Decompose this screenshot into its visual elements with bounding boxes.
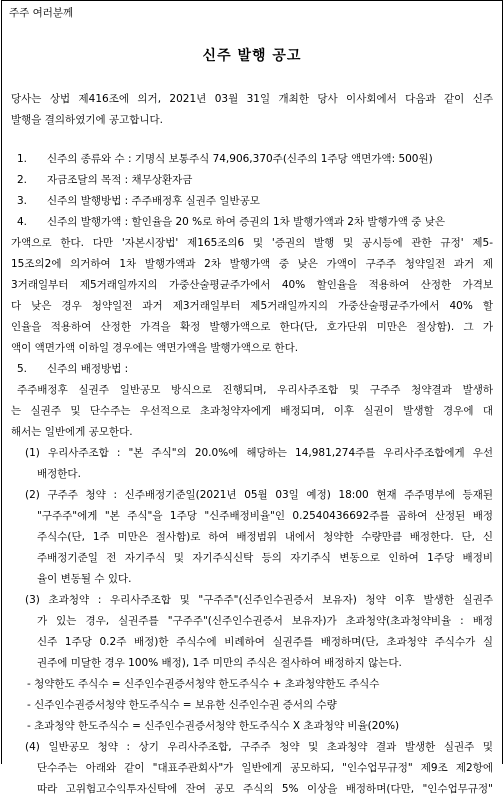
item-4-line: 인율을 적용하여 산정한 가격을 확정 발행가액으로 한다(단, 호가단위 미만은 절상함). 그 가 — [11, 321, 493, 333]
list-item — [11, 191, 493, 212]
item-text: 자금조달의 목적 : 채무상환자금 — [47, 174, 193, 186]
item-5-line: 는 실권주 및 단수주는 우선적으로 초과청약자에게 배정되며, 이후 실권이 발생할 경우에 대 — [11, 405, 493, 417]
sub-item-2-line: 주배정기준일 전 자기주식 및 자기주식신탁 등의 자기주식 변동으로 인하여 1주당 배정비 — [37, 552, 493, 564]
sub-item-2-line: (2) 구주주 청약 : 신주배정기준일(2021년 05월 03일 예정) 18:00 현재 주주명부에 등재된 — [25, 489, 493, 501]
sub-item-2-line: "구주주"에게 "본 주식"을 1주당 "신주배정비율"인 0.2540436692주를 곱하여 산정된 배정 — [37, 510, 493, 522]
item-4-line: 3거래일부터 제5거래일까지의 가중산술평균주가에서 40% 할인율을 적용하여 산정한 가격보 — [11, 279, 493, 291]
item-5-line: 해서는 일반에게 공모한다. — [11, 426, 133, 438]
items-list — [11, 149, 493, 800]
list-item — [11, 212, 493, 233]
sub-item-2-line: 율이 변동될 수 있다. — [37, 573, 132, 585]
formula-line: - 신주인수권증서청약 한도주식수 = 보유한 신주인수권 증서의 수량 — [27, 699, 337, 711]
item-5-line: 주주배정후 실권주 일반공모 방식으로 진행되며, 우리사주조합 및 구주주 청약결과 발생하 — [17, 384, 493, 396]
list-item — [11, 359, 493, 380]
item-4-line: 다 낮은 경우 청약일전 과거 제3거래일부터 제5거래일까지의 가중산술평균주가에서 40% 할 — [11, 300, 493, 312]
sub-item-4-line: (4) 일반공모 청약 : 상기 우리사주조합, 구주주 청약 및 초과청약 결과 발생한 실권주 및 — [25, 741, 493, 753]
sub-item-3-line: 권주에 미달한 경우 100% 배정), 1주 미만의 주식은 절사하여 배정하지 않는다. — [37, 657, 402, 669]
item-number: 5. — [17, 363, 28, 375]
sub-item-4-line: 따라 고위험고수익투자신탁에 잔여 공모 주식의 5% 이상을 배정하며(다만, "인수업무규정" — [37, 783, 493, 795]
intro-line: 당사는 상법 제416조에 의거, 2021년 03월 31일 개최한 당사 이사회에서 다음과 같이 신주 — [11, 93, 493, 105]
item-4-line: 액이 액면가액 이하일 경우에는 액면가액을 발행가액으로 한다. — [11, 342, 299, 354]
sub-item-4-line: 단수주는 아래와 같이 "대표주관회사"가 일반에게 공모하되, "인수업무규정" 제9조 제2항에 — [37, 762, 493, 774]
item-text: 신주의 배정방법 : — [47, 363, 129, 375]
formula-line: - 초과청약 한도주식수 = 신주인수권증서청약 한도주식수 X 초과청약 비율(20%) — [27, 720, 400, 732]
page-title: 신주 발행 공고 — [202, 48, 302, 64]
sub-item-3-line: 신주 1주당 0.2주 배정)한 주식수에 비례하여 실권주를 배정하며(단, 초과청약 주식수가 실 — [37, 636, 493, 648]
item-number: 4. — [17, 216, 28, 228]
list-item — [11, 170, 493, 191]
greeting: 주주 여러분께 — [9, 7, 74, 19]
sub-item-1-line: 배정한다. — [37, 468, 81, 480]
item-text: 신주의 발행방법 : 주주배정후 실권주 일반공모 — [47, 195, 260, 207]
notice-document — [1, 0, 503, 795]
intro-line: 발행을 결의하였기에 공고합니다. — [11, 114, 164, 126]
sub-item-2-line: 주식수(단, 1주 미만은 절사함)로 하여 배정범위 내에서 청약한 수량만큼 배정한다. 단, 신 — [37, 531, 493, 543]
item-number: 1. — [17, 153, 28, 165]
item-number: 2. — [17, 174, 28, 186]
item-4-line: 가액으로 한다. 다만 '자본시장법' 제165조의6 및 '증권의 발행 및 공시등에 관한 규정' 제5- — [11, 237, 493, 249]
sub-item-3-line: 가 있는 경우, 실권주를 "구주주"(신주인수권증서 보유자)가 초과청약(초과청약비율 : 배정 — [37, 615, 493, 627]
item-text: 신주의 발행가액 : 할인율을 20 %로 하여 증권의 1차 발행가액과 2차 발행가액 중 낮은 — [47, 216, 446, 228]
sub-item-3-line: (3) 초과청약 : 우리사주조합 및 "구주주"(신주인수권증서 보유자) 청약 이후 발생한 실권주 — [25, 594, 493, 606]
intro-paragraph — [11, 89, 493, 131]
item-text: 신주의 종류와 수 : 기명식 보통주식 74,906,370주(신주의 1주당 액면가액: 500원) — [47, 153, 433, 165]
list-item — [11, 149, 493, 170]
formula-line: - 청약한도 주식수 = 신주인수권증서청약 한도주식수 + 초과청약한도 주식수 — [27, 678, 380, 690]
sub-item-1-line: (1) 우리사주조합 : "본 주식"의 20.0%에 해당하는 14,981,274주를 우리사주조합에게 우선 — [25, 447, 493, 459]
item-number: 3. — [17, 195, 28, 207]
item-4-line: 15조의2에 의거하여 1차 발행가액과 2차 발행가액 중 낮은 가액이 구주주 청약일전 과거 제 — [11, 258, 493, 270]
